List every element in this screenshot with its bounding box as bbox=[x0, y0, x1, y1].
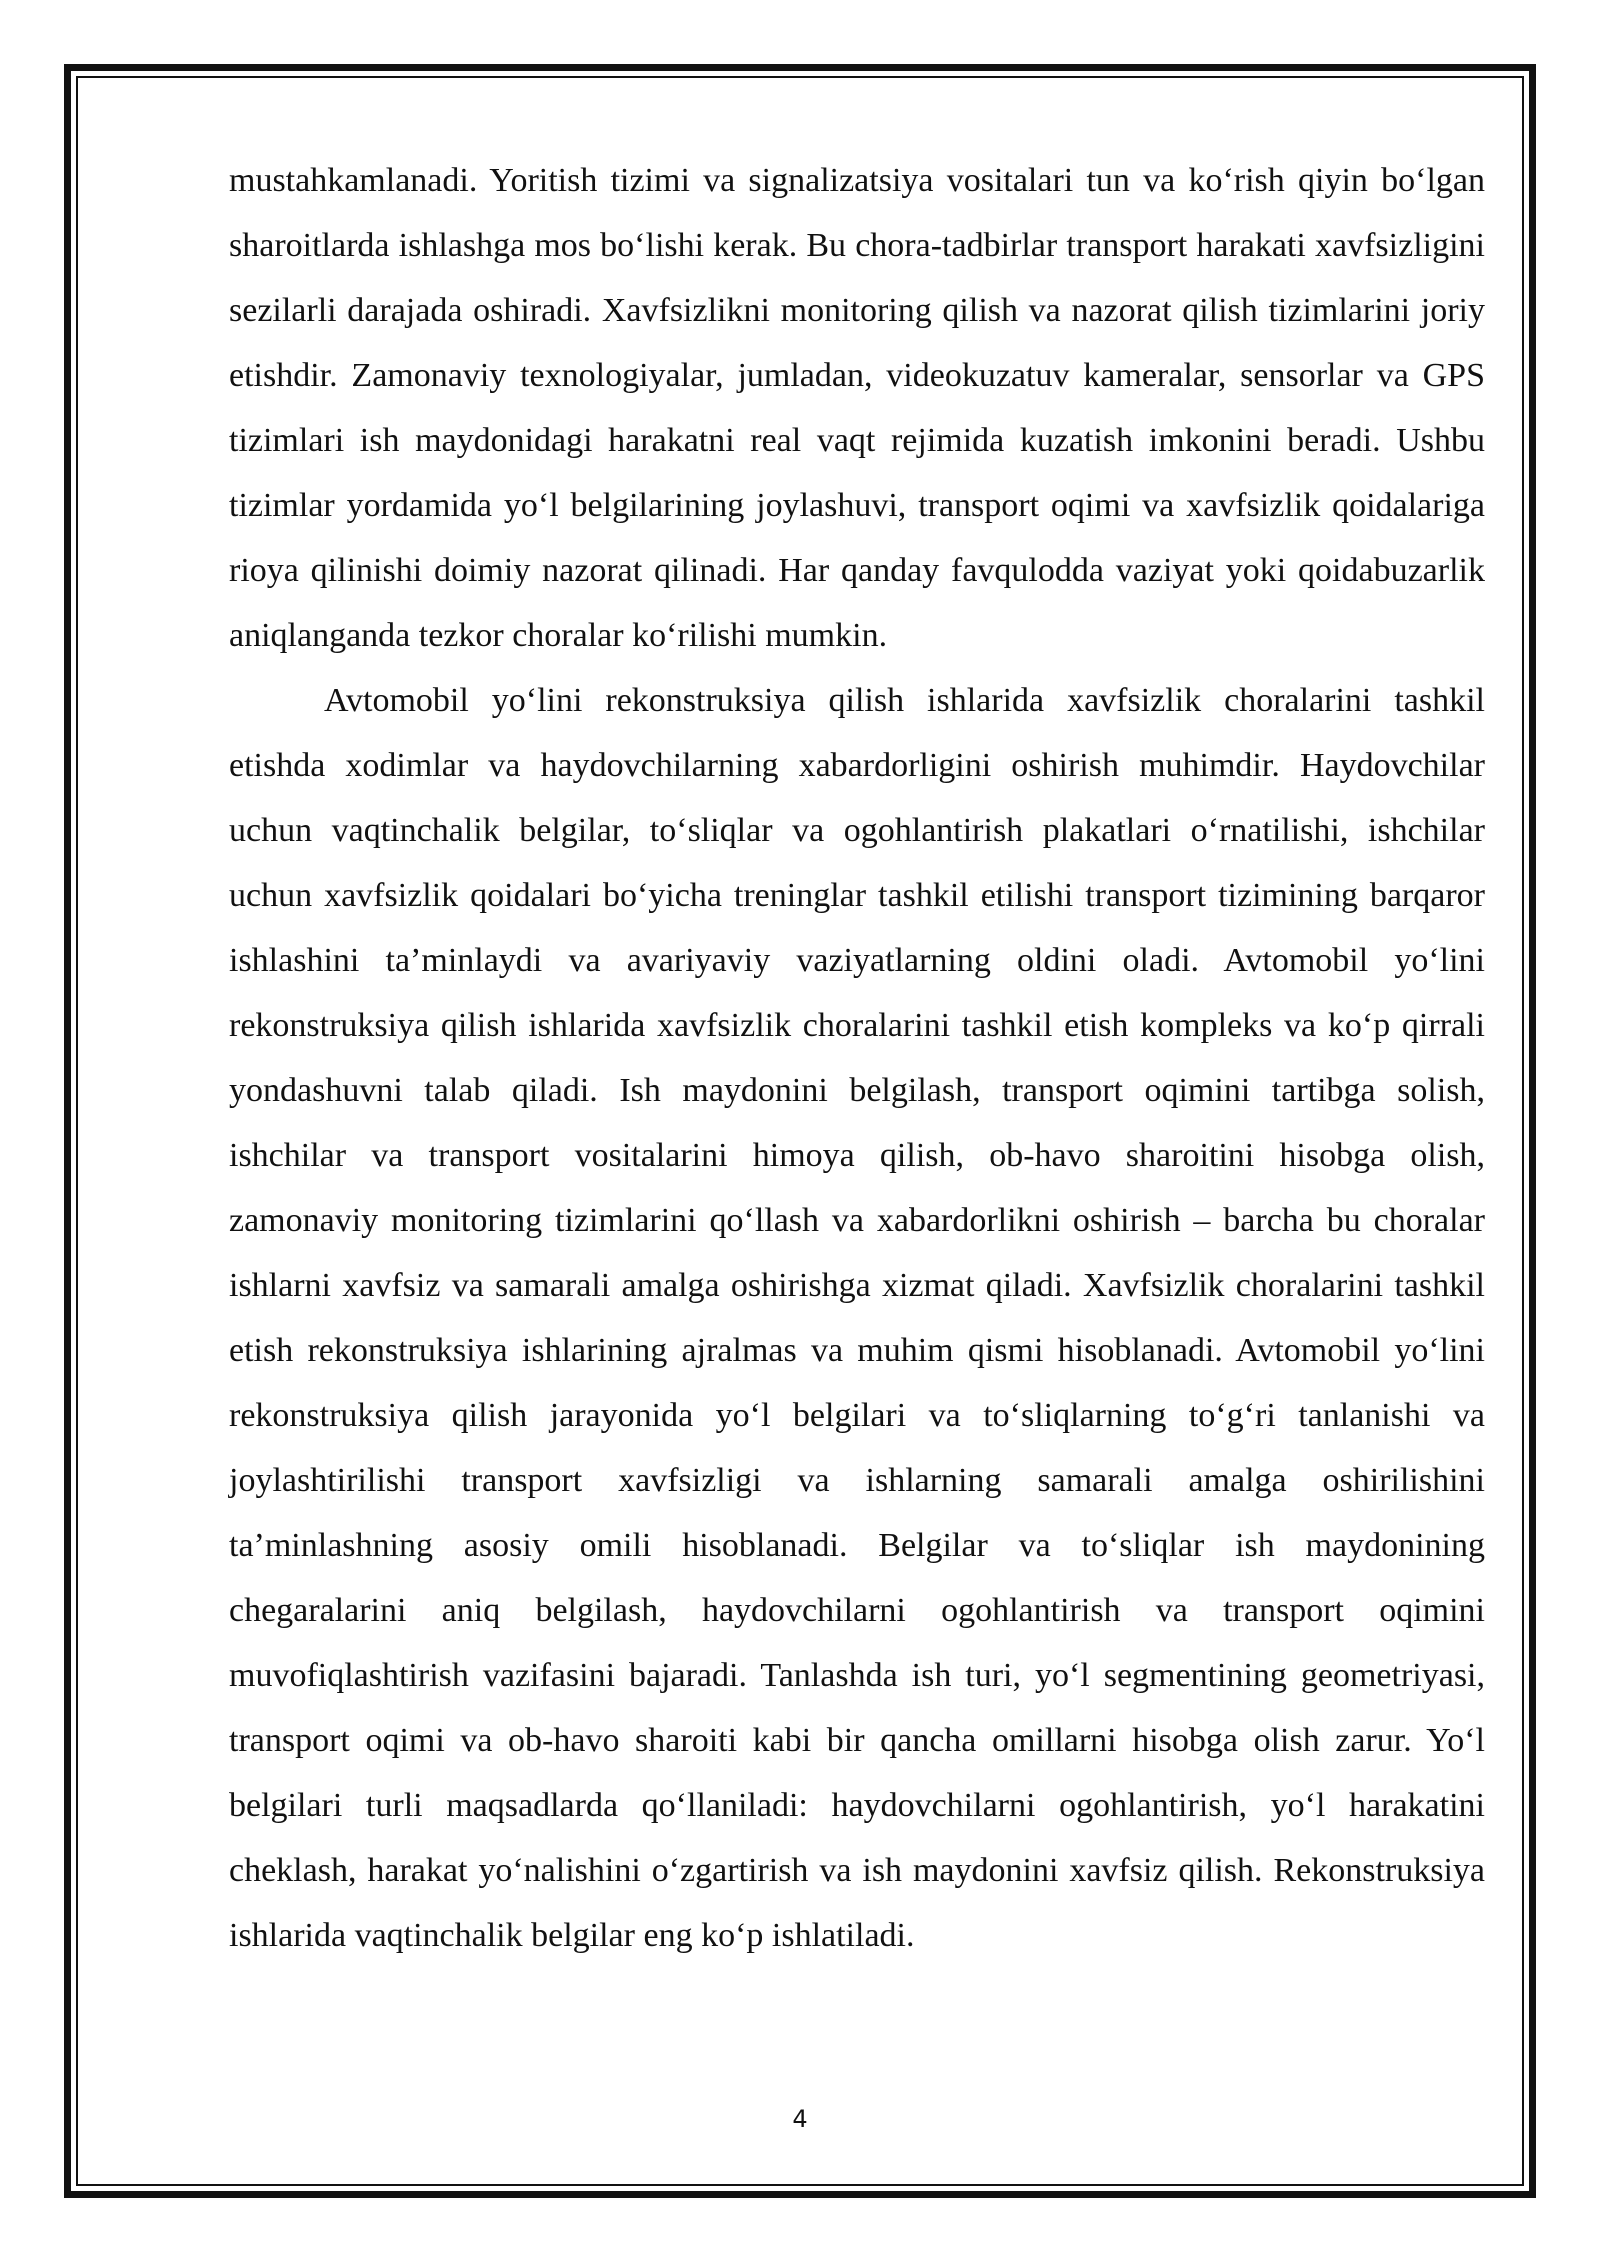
document-body bbox=[229, 148, 1485, 1968]
page-number: 4 bbox=[792, 2105, 808, 2133]
paragraph-safety-measures: Avtomobil yo‘lini rekonstruksiya qilish ishlarida xavfsizlik choralarini tashkil etishda xodimlar va haydovchilarning xabardorligini oshirish muhimdir. Haydovchilar uchun vaqtinchalik belgilar, to‘sliqlar va ogohlantirish plakatlari o‘rnatilishi, ishchilar uchun xavfsizlik qoidalari bo‘yicha treninglar tashkil etilishi transport tizimining barqaror ishlashini ta’minlaydi va avariyaviy vaziyatlarning oldini oladi. Avtomobil yo‘lini rekonstruksiya qilish ishlarida xavfsizlik choralarini tashkil etish kompleks va ko‘p qirrali yondashuvni talab qiladi. Ish maydonini belgilash, transport oqimini tartibga solish, ishchilar va transport vositalarini himoya qilish, ob-havo sharoitini hisobga olish, zamonaviy monitoring tizimlarini qo‘llash va xabardorlikni oshirish – barcha bu choralar ishlarni xavfsiz va samarali amalga oshirishga xizmat qiladi. Xavfsizlik choralarini tashkil etish rekonstruksiya ishlarining ajralmas va muhim qismi hisoblanadi. Avtomobil yo‘lini rekonstruksiya qilish jarayonida yo‘l belgilari va to‘sliqlarning to‘g‘ri tanlanishi va joylashtirilishi transport xavfsizligi va ishlarning samarali amalga oshirilishini ta’minlashning asosiy omili hisoblanadi. Belgilar va to‘sliqlar ish maydonining chegaralarini aniq belgilash, haydovchilarni ogohlantirish va transport oqimini muvofiqlashtirish vazifasini bajaradi. Tanlashda ish turi, yo‘l segmentining geometriyasi, transport oqimi va ob-havo sharoiti kabi bir qancha omillarni hisobga olish zarur. Yo‘l belgilari turli maqsadlarda qo‘llaniladi: haydovchilarni ogohlantirish, yo‘l harakatini cheklash, harakat yo‘nalishini o‘zgartirish va ish maydonini xavfsiz qilish. Rekonstruksiya ishlarida vaqtinchalik belgilar eng ko‘p ishlatiladi. bbox=[229, 682, 1485, 1954]
paragraph-continued: mustahkamlanadi. Yoritish tizimi va signalizatsiya vositalari tun va ko‘rish qiyin bo‘lgan sharoitlarda ishlashga mos bo‘lishi kerak. Bu chora-tadbirlar transport harakati xavfsizligini sezilarli darajada oshiradi. Xavfsizlikni monitoring qilish va nazorat qilish tizimlarini joriy etishdir. Zamonaviy texnologiyalar, jumladan, videokuzatuv kameralar, sensorlar va GPS tizimlari ish maydonidagi harakatni real vaqt rejimida kuzatish imkonini beradi. Ushbu tizimlar yordamida yo‘l belgilarining joylashuvi, transport oqimi va xavfsizlik qoidalariga rioya qilinishi doimiy nazorat qilinadi. Har qanday favqulodda vaziyat yoki qoidabuzarlik aniqlanganda tezkor choralar ko‘rilishi mumkin. bbox=[229, 162, 1485, 654]
